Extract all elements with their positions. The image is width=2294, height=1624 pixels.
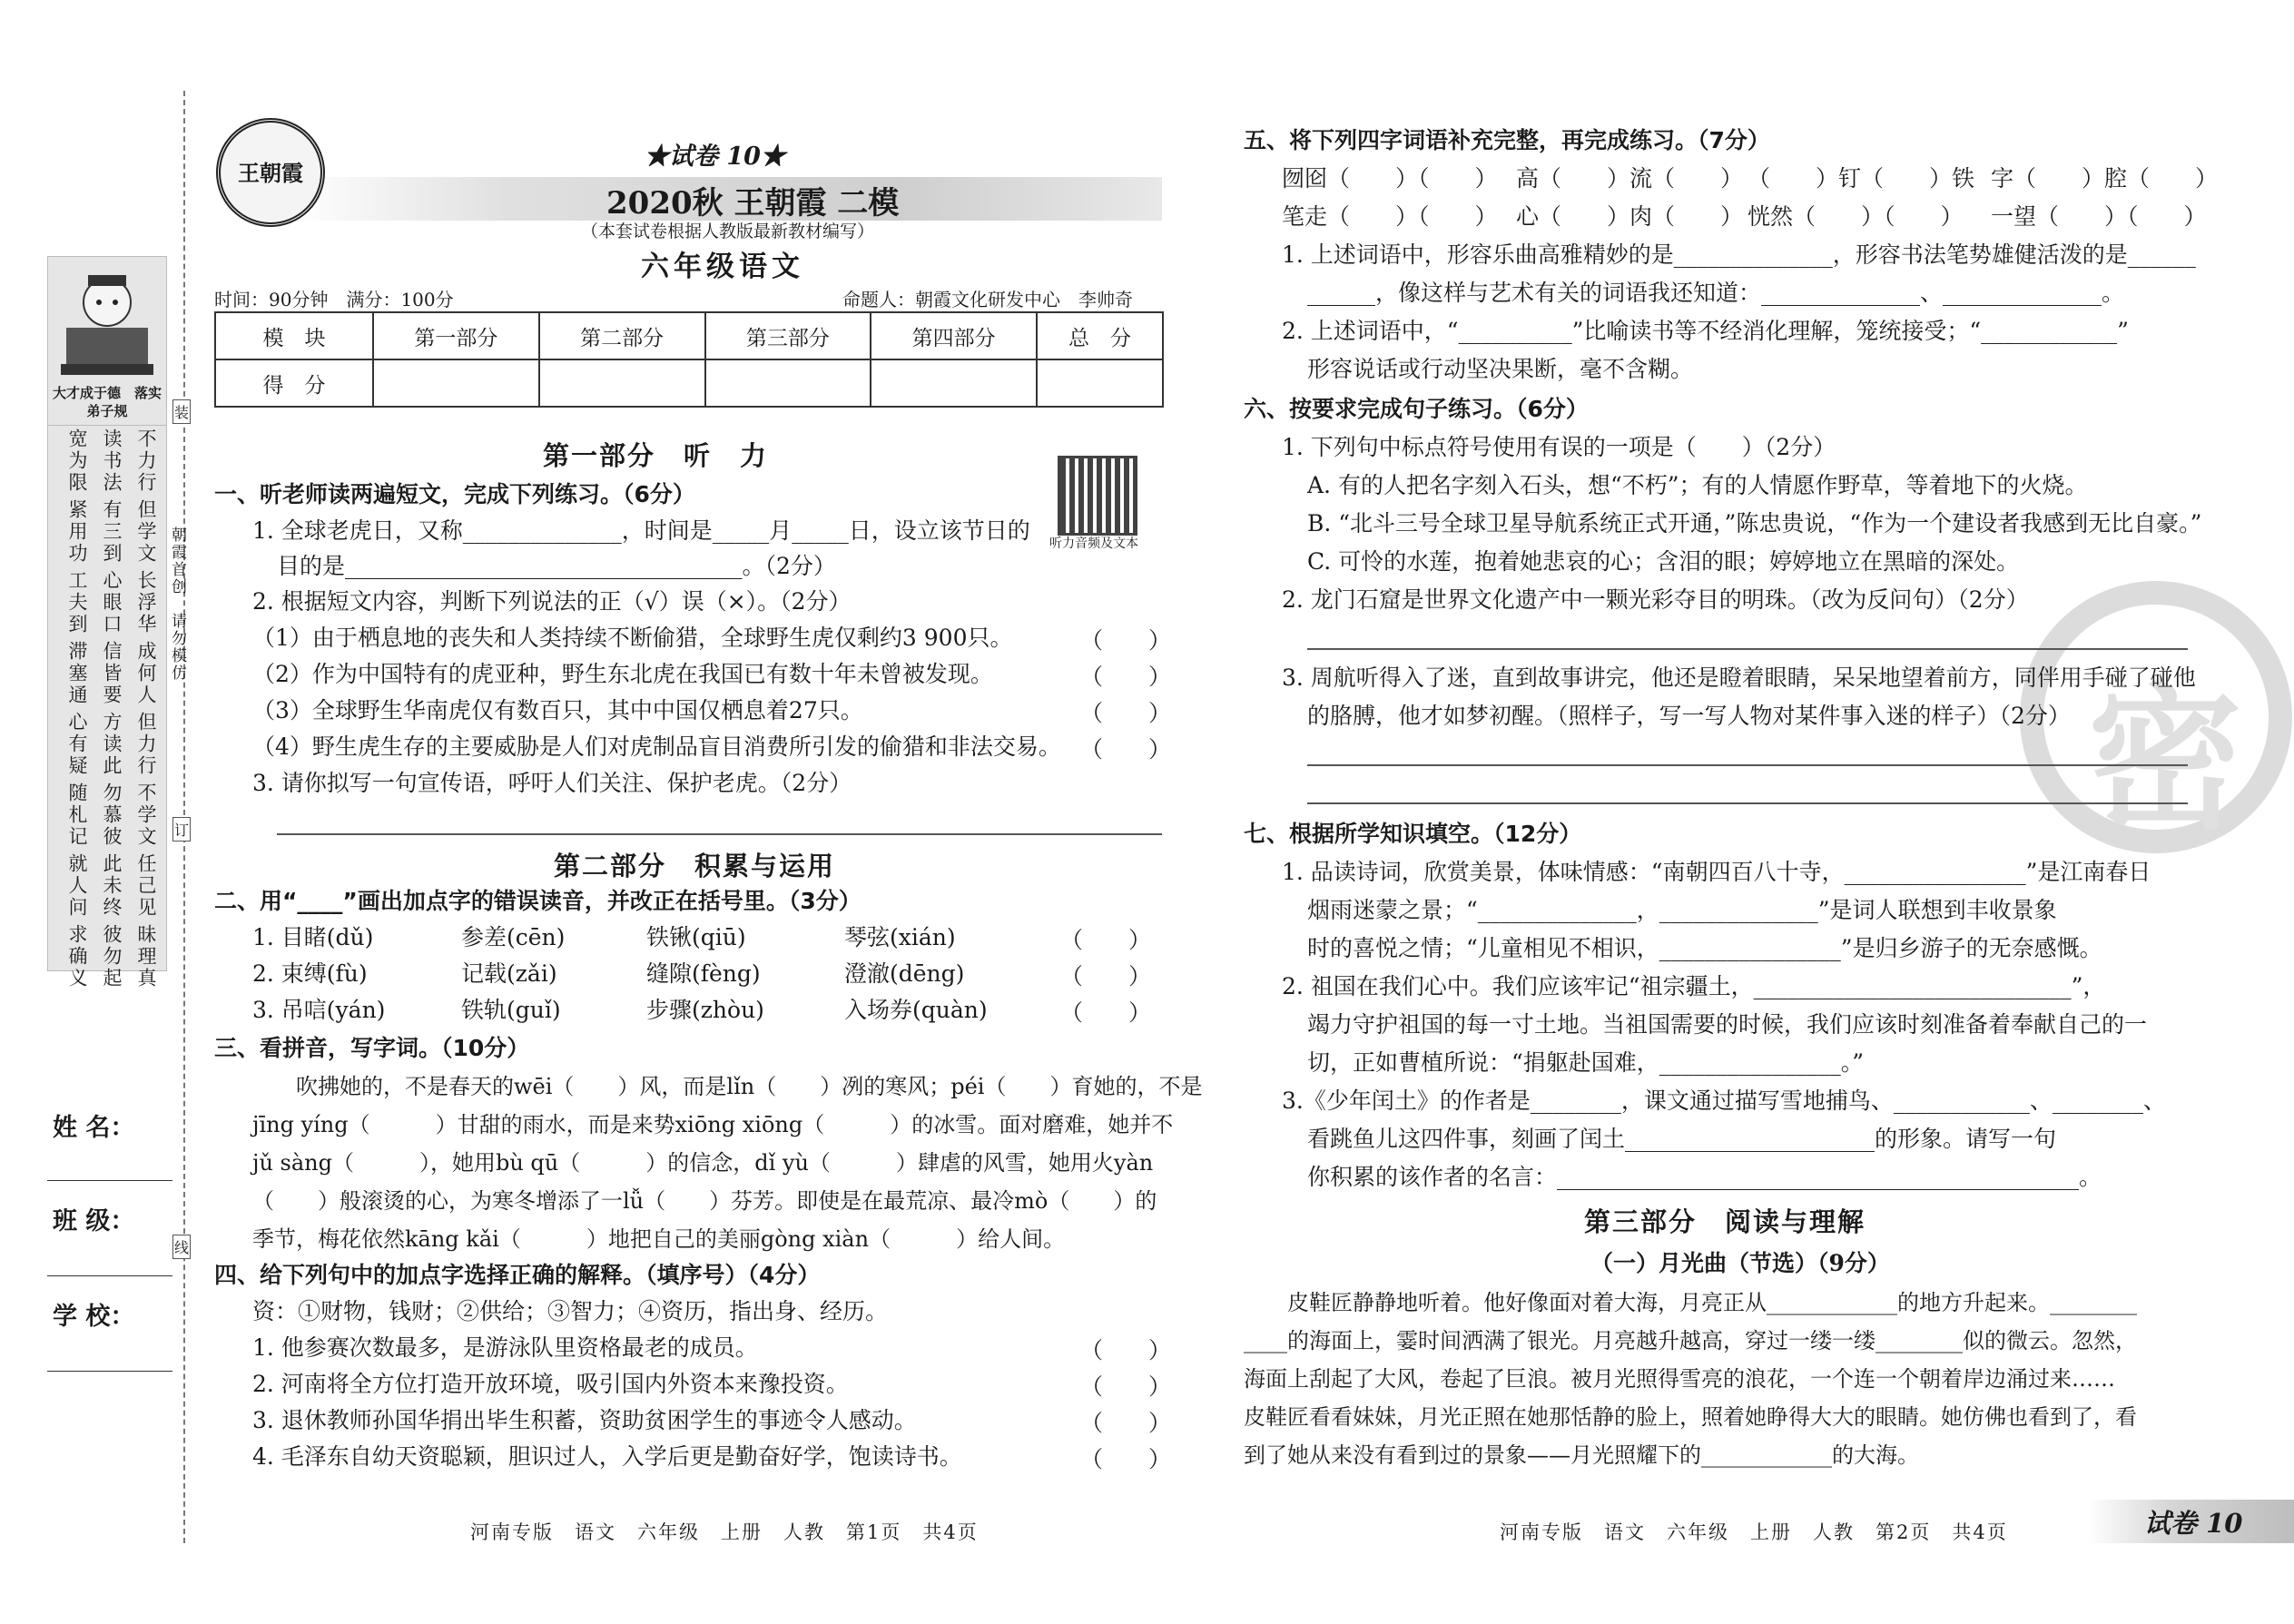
- couplet-column: 昧理真: [135, 924, 157, 989]
- answer-paren[interactable]: （ ）: [1080, 1446, 1172, 1472]
- couplet-column: 方读此: [101, 712, 123, 777]
- q3-title: 三、看拼音，写字词。（10分）: [214, 1035, 530, 1061]
- q2-item: 1. 目睹(dǔ): [252, 924, 374, 950]
- score-header: 第四部分: [871, 312, 1037, 359]
- qr-code-icon: [1058, 456, 1137, 536]
- q4-line: 资：①财物，钱财；②供给；③智力；④资历，指出身、经历。: [252, 1298, 889, 1324]
- q3-line: （ ）般滚烫的心，为寒冬增添了一lǚ（ ）芬芳。即使是在最荒凉、最冷mò（ ）的: [252, 1188, 1157, 1214]
- q2-item: 澄澈(dēng): [844, 960, 965, 987]
- grade-subject: 六年级语文: [641, 251, 804, 283]
- reading-line: ____的海面上，霎时间洒满了银光。月亮越升越高，穿过一缕一缕________似的微云。忽然，: [1244, 1328, 2137, 1353]
- q1-line: 3. 请你拟写一句宣传语，呼吁人们关注、保护老虎。（2分）: [252, 770, 852, 796]
- idiom-item: 字（ ）腔（ ）: [1991, 165, 2219, 192]
- couplet-column: 长浮华: [135, 570, 157, 635]
- couplet-column: 但学文: [135, 499, 157, 565]
- reading-title: （一）月光曲（节选）（9分）: [1590, 1250, 1890, 1276]
- q1-line: 2. 根据短文内容，判断下列说法的正（√）误（×）。（2分）: [252, 588, 852, 615]
- q2-item: 记载(zǎi): [461, 960, 557, 987]
- idiom-item: 囫囵（ ）（ ）: [1282, 165, 1498, 192]
- couplet-column: 滞塞通: [66, 641, 88, 706]
- q2-item: 步骤(zhòu): [646, 997, 764, 1023]
- q6-title: 六、按要求完成句子练习。（6分）: [1244, 396, 1589, 422]
- idiom-item: 高（ ）流（ ）: [1516, 165, 1744, 192]
- q1-judge: （2）作为中国特有的虎亚种，野生东北虎在我国已有数十年未曾被发现。: [252, 661, 993, 687]
- answer-line[interactable]: [1307, 648, 2188, 650]
- answer-paren[interactable]: （ ）: [1080, 700, 1172, 726]
- couplet-column: 勿慕彼: [101, 782, 123, 848]
- couplet-column: 读书法: [101, 428, 123, 494]
- q2-item: 铁轨(guǐ): [461, 997, 561, 1023]
- score-header: 第三部分: [705, 312, 871, 359]
- secret-stamp-char: 密: [2088, 669, 2243, 851]
- answer-line[interactable]: [1307, 802, 2188, 804]
- score-header: 第二部分: [539, 312, 705, 359]
- answer-paren[interactable]: （ ）: [1060, 963, 1152, 989]
- idiom-item: （ ）钉（ ）铁: [1748, 165, 1975, 192]
- q6-line: 3. 周航听得入了迷，直到故事讲完，他还是瞪着眼睛，呆呆地望着前方，同伴用手碰了碰他: [1282, 664, 2196, 691]
- idiom-item: 恍然（ ）（ ）: [1748, 203, 1964, 230]
- q6-line: 的胳膊，他才如梦初醒。（照样子，写一写人物对某件事入迷的样子）（2分）: [1307, 703, 2071, 729]
- school-field-line[interactable]: [47, 1371, 172, 1372]
- answer-paren[interactable]: （ ）: [1080, 1373, 1172, 1400]
- right-footer: 河南专版 语文 六年级 上册 人教 第2页 共4页: [1500, 1521, 2008, 1543]
- couplet-column: 有三到: [101, 499, 123, 565]
- q5-line: 1. 上述词语中，形容乐曲高雅精妙的是______________，形容书法笔势雄健活泼的是______: [1282, 241, 2196, 268]
- q6-option: B. “北斗三号全球卫星导航系统正式开通，”陈忠贵说，“作为一个建设者我感到无比自豪。”: [1307, 510, 2202, 536]
- couplet-column: 此未终: [101, 853, 123, 919]
- class-field-label: 班 级：: [53, 1207, 135, 1235]
- seal-label: 订: [172, 817, 191, 842]
- series-label: ★试卷 10★: [645, 143, 785, 171]
- q4-line: 2. 河南将全方位打造开放环境，吸引国内外资本来豫投资。: [252, 1371, 849, 1397]
- score-header: 第一部分: [373, 312, 539, 359]
- couplet-column: 心有疑: [66, 712, 88, 777]
- answer-paren[interactable]: （ ）: [1080, 1337, 1172, 1363]
- couplet-column: 就人问: [66, 853, 88, 919]
- couplet-column: 紧用功: [66, 499, 88, 565]
- reading-line: 到了她从来没有看到过的景象——月光照耀下的____________的大海。: [1244, 1442, 1919, 1468]
- part1-title: 第一部分 听 力: [543, 440, 769, 471]
- couplet-column: 工夫到: [66, 570, 88, 635]
- logo-seal: [216, 118, 325, 227]
- answer-paren[interactable]: （ ）: [1060, 927, 1152, 953]
- q7-line: 1. 品读诗词，欣赏美景，体味情感：“南朝四百八十寺，________________”是江南春日: [1282, 859, 2151, 885]
- q7-line: 时的喜悦之情；“儿童相见不相识，________________”是归乡游子的无奈感慨。: [1307, 935, 2102, 961]
- q2-item: 参差(cēn): [461, 924, 566, 950]
- q4-line: 4. 毛泽东自幼天资聪颖，胆识过人，入学后更是勤奋好学，饱读诗书。: [252, 1443, 962, 1470]
- q1-judge: （4）野生虎生存的主要威胁是人们对虎制品盲目消费所引发的偷猎和非法交易。: [252, 733, 1061, 760]
- exam-subtitle: （本套试卷根据人教版最新教材编写）: [581, 221, 875, 241]
- mascot-panel: [47, 256, 167, 426]
- seal-label: 线: [172, 1235, 191, 1259]
- idiom-item: 心（ ）肉（ ）: [1516, 203, 1744, 230]
- q6-option: A. 有的人把名字刻入石头，想“不朽”；有的人情愿作野草，等着地下的火烧。: [1307, 472, 2088, 498]
- answer-line[interactable]: [1307, 764, 2188, 766]
- score-cell[interactable]: [539, 359, 705, 407]
- score-header: 模 块: [215, 312, 373, 359]
- q5-line: 形容说话或行动坚决果断，毫不含糊。: [1307, 356, 1694, 382]
- q4-title: 四、给下列句中的加点字选择正确的解释。（填序号）（4分）: [214, 1262, 821, 1288]
- score-cell[interactable]: [871, 359, 1037, 407]
- score-row-label: 得 分: [215, 359, 373, 407]
- reading-line: 皮鞋匠静静地听着。他好像面对着大海，月亮正从____________的地方升起来。________: [1287, 1290, 2137, 1315]
- couplet-column: 任己见: [135, 853, 157, 919]
- answer-line[interactable]: [277, 833, 1162, 835]
- q1-line: 1. 全球老虎日，又称______________，时间是_____月_____日，设立该节日的: [252, 517, 1030, 544]
- couplet-column: 但力行: [135, 712, 157, 777]
- couplet-column: 求确义: [66, 924, 88, 989]
- reading-line: 皮鞋匠看看妹妹，月光正照在她那恬静的脸上，照着她睁得大大的眼睛。她仿佛也看到了，看: [1244, 1404, 2137, 1430]
- q3-line: jīng yíng（ ）甘甜的雨水，而是来势xiōng xiōng（ ）的冰雪。面对磨难，她并不: [252, 1112, 1174, 1137]
- author: 命题人：朝霞文化研发中心 李帅奇: [842, 289, 1133, 310]
- idiom-item: 笔走（ ）（ ）: [1282, 203, 1498, 230]
- couplet-column: 宽为限: [66, 428, 88, 494]
- score-cell[interactable]: [705, 359, 871, 407]
- q2-item: 铁锹(qiū): [646, 924, 746, 950]
- school-field-label: 学 校：: [53, 1303, 135, 1331]
- side-note: 朝霞首创 请勿模仿: [168, 527, 186, 682]
- class-field-line[interactable]: [47, 1275, 172, 1276]
- answer-paren[interactable]: （ ）: [1060, 999, 1152, 1026]
- motto-text: 大才成于德 落实弟子规: [52, 385, 162, 419]
- q7-line: 看跳鱼儿这四件事，刻画了闰土______________________的形象。请写一句: [1307, 1126, 2057, 1152]
- answer-paren[interactable]: （ ）: [1080, 664, 1172, 690]
- couplet-columns: [53, 428, 162, 989]
- answer-paren[interactable]: （ ）: [1080, 627, 1172, 654]
- q4-line: 1. 他参赛次数最多，是游泳队里资格最老的成员。: [252, 1334, 758, 1361]
- q7-line: 2. 祖国在我们心中。我们应该牢记“祖宗疆土，____________________________”，: [1282, 973, 2106, 999]
- couplet-column: 成何人: [135, 641, 157, 706]
- seal-label: 装: [172, 399, 191, 424]
- q2-item: 2. 束缚(fù): [252, 960, 368, 987]
- q6-line: 1. 下列句中标点符号使用有误的一项是（ ）（2分）: [1282, 434, 1836, 460]
- q4-line: 3. 退休教师孙国华捐出毕生积蓄，资助贫困学生的事迹令人感动。: [252, 1407, 917, 1433]
- score-table: [214, 311, 1164, 408]
- q7-title: 七、根据所学知识填空。（12分）: [1244, 821, 1582, 847]
- reading-line: 海面上刮起了大风，卷起了巨浪。被月光照得雪亮的浪花，一个连一个朝着岸边涌过来……: [1244, 1366, 2115, 1392]
- q5-line: ______，像这样与艺术有关的词语我还知道：______________、______________。: [1307, 280, 2125, 306]
- q7-line: 竭力守护祖国的每一寸土地。当祖国需要的时候，我们应该时刻准备着奉献自己的一: [1307, 1011, 2148, 1038]
- q1-title: 一、听老师读两遍短文，完成下列练习。（6分）: [214, 481, 695, 507]
- exam-title: 2020秋 王朝霞 二模: [606, 185, 900, 221]
- q5-line: 2. 上述词语中，“__________”比喻读书等不经消化理解，笼统接受；“____________”: [1282, 318, 2129, 344]
- name-field-label: 姓 名：: [53, 1114, 135, 1142]
- q2-title: 二、用“____”画出加点字的错误读音，并改正在括号里。（3分）: [214, 888, 861, 914]
- q7-line: 你积累的该作者的名言：______________________________________________。: [1307, 1164, 2102, 1190]
- q2-item: 琴弦(xián): [844, 924, 956, 950]
- q5-title: 五、将下列四字词语补充完整，再完成练习。（7分）: [1244, 127, 1770, 153]
- answer-paren[interactable]: （ ）: [1080, 1410, 1172, 1436]
- couplet-column: 不力行: [135, 428, 157, 494]
- q3-line: 季节，梅花依然kāng kǎi（ ）地把自己的美丽gòng xiàn（ ）给人间。: [252, 1226, 1066, 1252]
- score-cell[interactable]: [373, 359, 539, 407]
- qr-caption: 听力音频及文本: [1049, 536, 1138, 551]
- couplet-column: 随札记: [66, 782, 88, 848]
- corner-label: 试卷 10: [2144, 1508, 2243, 1539]
- q6-line: 2. 龙门石窟是世界文化遗产中一颗光彩夺目的明珠。（改为反问句）（2分）: [1282, 586, 2029, 613]
- q3-line: jǔ sàng（ ），她用bù qū（ ）的信念，dǐ yù（ ）肆虐的风雪，她用火yàn: [252, 1150, 1154, 1176]
- couplet-column: 不学文: [135, 782, 157, 848]
- q3-line: 吹拂她的，不是春天的wēi（ ）风，而是lǐn（ ）冽的寒风；péi（ ）育她的，不是: [296, 1074, 1203, 1099]
- left-footer: 河南专版 语文 六年级 上册 人教 第1页 共4页: [470, 1521, 979, 1543]
- q2-item: 入场券(quàn): [844, 997, 988, 1023]
- q1-judge: （1）由于栖息地的丧失和人类持续不断偷猎，全球野生虎仅剩约3 900只。: [252, 625, 1013, 651]
- answer-paren[interactable]: （ ）: [1080, 736, 1172, 763]
- q2-item: 3. 吊唁(yán): [252, 997, 386, 1023]
- couplet-column: 彼勿起: [101, 924, 123, 989]
- q7-line: 切，正如曹植所说：“捐躯赴国难，________________。”: [1307, 1049, 1865, 1076]
- name-field-line[interactable]: [47, 1180, 172, 1181]
- part3-title: 第三部分 阅读与理解: [1584, 1206, 1866, 1237]
- couplet-column: 信皆要: [101, 641, 123, 706]
- part2-title: 第二部分 积累与运用: [554, 851, 836, 881]
- q1-judge: （3）全球野生华南虎仅有数百只，其中中国仅栖息着27只。: [252, 697, 863, 723]
- score-cell[interactable]: [1037, 359, 1163, 407]
- q6-option: C. 可怜的水莲，抱着她悲哀的心；含泪的眼；婷婷地立在黑暗的深处。: [1307, 548, 2020, 575]
- q1-line: 目的是___________________________________。（2分）: [277, 553, 836, 579]
- idiom-item: 一望（ ）（ ）: [1991, 203, 2207, 230]
- q2-item: 缝隙(fèng): [646, 960, 761, 987]
- couplet-column: 心眼口: [101, 570, 123, 635]
- q7-line: 3.《少年闰土》的作者是________，课文通过描写雪地捕鸟、____________、________、: [1282, 1088, 2166, 1114]
- score-header: 总 分: [1037, 312, 1163, 359]
- time-score: 时间：90分钟 满分：100分: [214, 289, 454, 310]
- q7-line: 烟雨迷蒙之景；“______________，______________”是词人联想到丰收景象: [1307, 897, 2057, 923]
- logo-text: 王朝霞: [238, 160, 303, 186]
